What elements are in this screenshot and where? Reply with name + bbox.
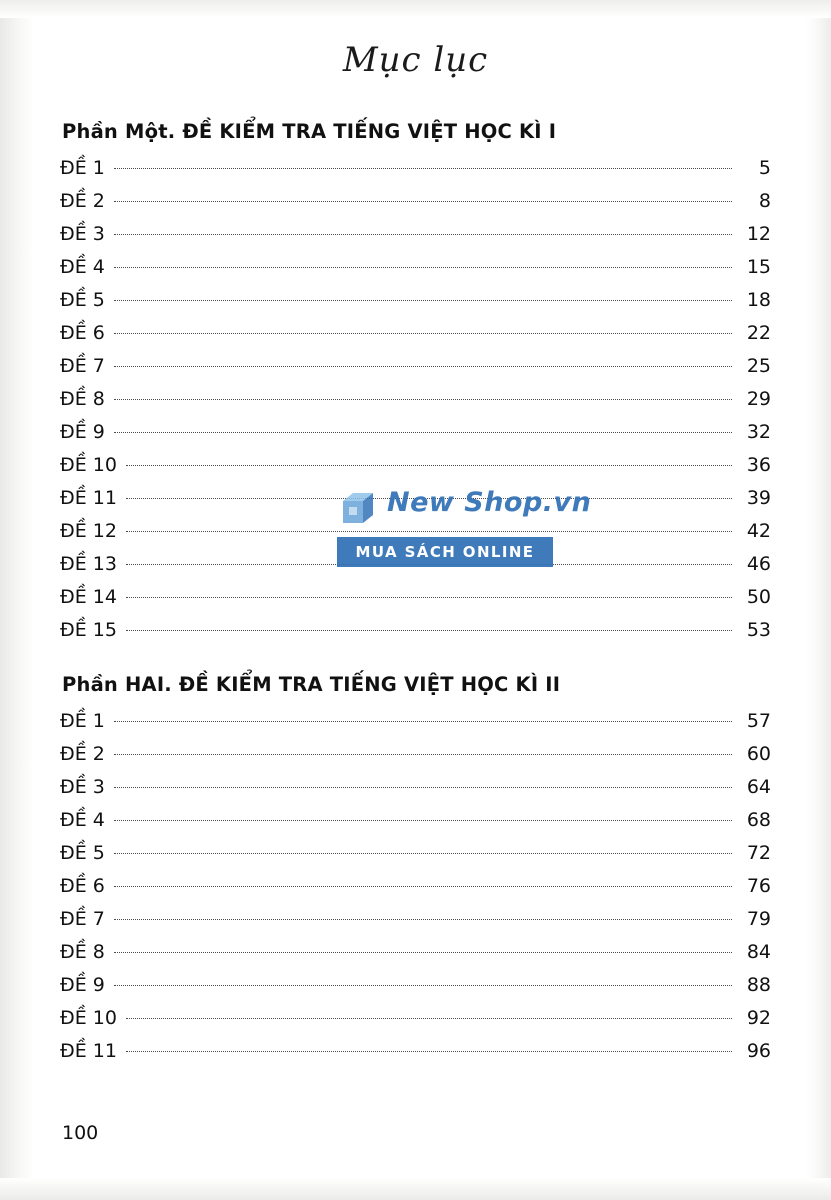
toc-entry[interactable] (60, 1002, 771, 1035)
toc-entry-label: ĐỀ 7 (60, 908, 105, 930)
toc-entry[interactable] (60, 1035, 771, 1068)
toc-entry-label: ĐỀ 3 (60, 776, 105, 798)
dot-leader (114, 267, 732, 268)
toc-entry[interactable] (60, 515, 771, 548)
page-title: Mục lục (342, 40, 489, 80)
toc-entry-label: ĐỀ 15 (60, 619, 117, 641)
toc-entry[interactable] (60, 903, 771, 936)
footer-page-number: 100 (62, 1122, 99, 1144)
dot-leader (126, 564, 732, 565)
dot-leader (114, 952, 732, 953)
toc-entry-page: 57 (746, 710, 771, 732)
toc-entry-page: 22 (746, 322, 771, 344)
toc-entry-page: 39 (746, 487, 771, 509)
toc-entry-label: ĐỀ 5 (60, 842, 105, 864)
dot-leader (114, 168, 732, 169)
toc-entry-page: 12 (746, 223, 771, 245)
dot-leader (114, 886, 732, 887)
section-heading-part-one: Phần Một. ĐỀ KIỂM TRA TIẾNG VIỆT HỌC KÌ I (62, 120, 557, 143)
dot-leader (114, 201, 732, 202)
table-of-contents (60, 120, 771, 1068)
toc-entry[interactable] (60, 581, 771, 614)
dot-leader (126, 630, 732, 631)
dot-leader (126, 531, 732, 532)
toc-entry-label: ĐỀ 10 (60, 1007, 117, 1029)
toc-entry[interactable] (60, 482, 771, 515)
toc-entry-page: 72 (746, 842, 771, 864)
toc-entry[interactable] (60, 317, 771, 350)
toc-entry-page: 64 (746, 776, 771, 798)
dot-leader (114, 300, 732, 301)
toc-entry-label: ĐỀ 8 (60, 388, 105, 410)
toc-entry-label: ĐỀ 5 (60, 289, 105, 311)
toc-entry[interactable] (60, 449, 771, 482)
toc-entry-page: 5 (758, 157, 771, 179)
watermark-brand: New Shop.vn (387, 487, 592, 518)
toc-entry-label: ĐỀ 4 (60, 809, 105, 831)
toc-entry-label: ĐỀ 11 (60, 1040, 117, 1062)
toc-entry-page: 92 (746, 1007, 771, 1029)
dot-leader (126, 1051, 732, 1052)
toc-entry-page: 68 (746, 809, 771, 831)
dot-leader (114, 366, 732, 367)
dot-leader (114, 853, 732, 854)
toc-entry-label: ĐỀ 3 (60, 223, 105, 245)
toc-entry-page: 15 (746, 256, 771, 278)
toc-entry[interactable] (60, 218, 771, 251)
toc-entry-page: 60 (746, 743, 771, 765)
toc-entry[interactable] (60, 705, 771, 738)
toc-entry-page: 18 (746, 289, 771, 311)
toc-entry[interactable] (60, 284, 771, 317)
dot-leader (114, 234, 732, 235)
toc-entry-page: 42 (746, 520, 771, 542)
toc-entry[interactable] (60, 383, 771, 416)
toc-entry[interactable] (60, 804, 771, 837)
dot-leader (126, 465, 732, 466)
toc-entry-page: 46 (746, 553, 771, 575)
toc-entry-label: ĐỀ 1 (60, 710, 105, 732)
dot-leader (114, 820, 732, 821)
dot-leader (114, 754, 732, 755)
toc-entry-page: 29 (746, 388, 771, 410)
toc-entry[interactable] (60, 416, 771, 449)
toc-entry[interactable] (60, 251, 771, 284)
dot-leader (114, 721, 732, 722)
dot-leader (114, 787, 732, 788)
toc-entry[interactable] (60, 870, 771, 903)
dot-leader (114, 919, 732, 920)
toc-entry-page: 53 (746, 619, 771, 641)
page-edge-right (805, 0, 831, 1200)
toc-entry-label: ĐỀ 8 (60, 941, 105, 963)
dot-leader (114, 985, 732, 986)
dot-leader (126, 498, 732, 499)
toc-entry-label: ĐỀ 13 (60, 553, 117, 575)
page-content (60, 0, 771, 1200)
toc-entry[interactable] (60, 152, 771, 185)
toc-entry-page: 79 (746, 908, 771, 930)
toc-entry[interactable] (60, 837, 771, 870)
toc-entry[interactable] (60, 771, 771, 804)
toc-entry-label: ĐỀ 9 (60, 421, 105, 443)
dot-leader (114, 432, 732, 433)
toc-entry[interactable] (60, 738, 771, 771)
toc-entry-page: 96 (746, 1040, 771, 1062)
toc-entry-label: ĐỀ 7 (60, 355, 105, 377)
toc-entry[interactable] (60, 350, 771, 383)
watermark-tagline: MUA SÁCH ONLINE (355, 543, 535, 561)
toc-entry-label: ĐỀ 10 (60, 454, 117, 476)
toc-entry-page: 25 (746, 355, 771, 377)
toc-entry[interactable] (60, 185, 771, 218)
toc-entry[interactable] (60, 614, 771, 647)
toc-entry-page: 76 (746, 875, 771, 897)
section-heading-part-two: Phần HAI. ĐỀ KIỂM TRA TIẾNG VIỆT HỌC KÌ II (62, 673, 561, 696)
toc-entry-label: ĐỀ 6 (60, 322, 105, 344)
toc-entry-label: ĐỀ 6 (60, 875, 105, 897)
toc-entry-label: ĐỀ 1 (60, 157, 105, 179)
page-edge-left (0, 0, 34, 1200)
toc-entry-page: 8 (758, 190, 771, 212)
toc-entry-label: ĐỀ 9 (60, 974, 105, 996)
toc-entry-label: ĐỀ 2 (60, 190, 105, 212)
toc-entry-page: 32 (746, 421, 771, 443)
toc-entry-label: ĐỀ 2 (60, 743, 105, 765)
dot-leader (114, 333, 732, 334)
toc-entry-label: ĐỀ 4 (60, 256, 105, 278)
toc-entry-label: ĐỀ 14 (60, 586, 117, 608)
toc-entry-label: ĐỀ 12 (60, 520, 117, 542)
toc-entry[interactable] (60, 548, 771, 581)
toc-entry-page: 36 (746, 454, 771, 476)
toc-entry-page: 84 (746, 941, 771, 963)
toc-entry-page: 50 (746, 586, 771, 608)
dot-leader (114, 399, 732, 400)
toc-entry-label: ĐỀ 11 (60, 487, 117, 509)
dot-leader (126, 1018, 732, 1019)
dot-leader (126, 597, 732, 598)
toc-entry[interactable] (60, 969, 771, 1002)
toc-entry-page: 88 (746, 974, 771, 996)
toc-entry[interactable] (60, 936, 771, 969)
